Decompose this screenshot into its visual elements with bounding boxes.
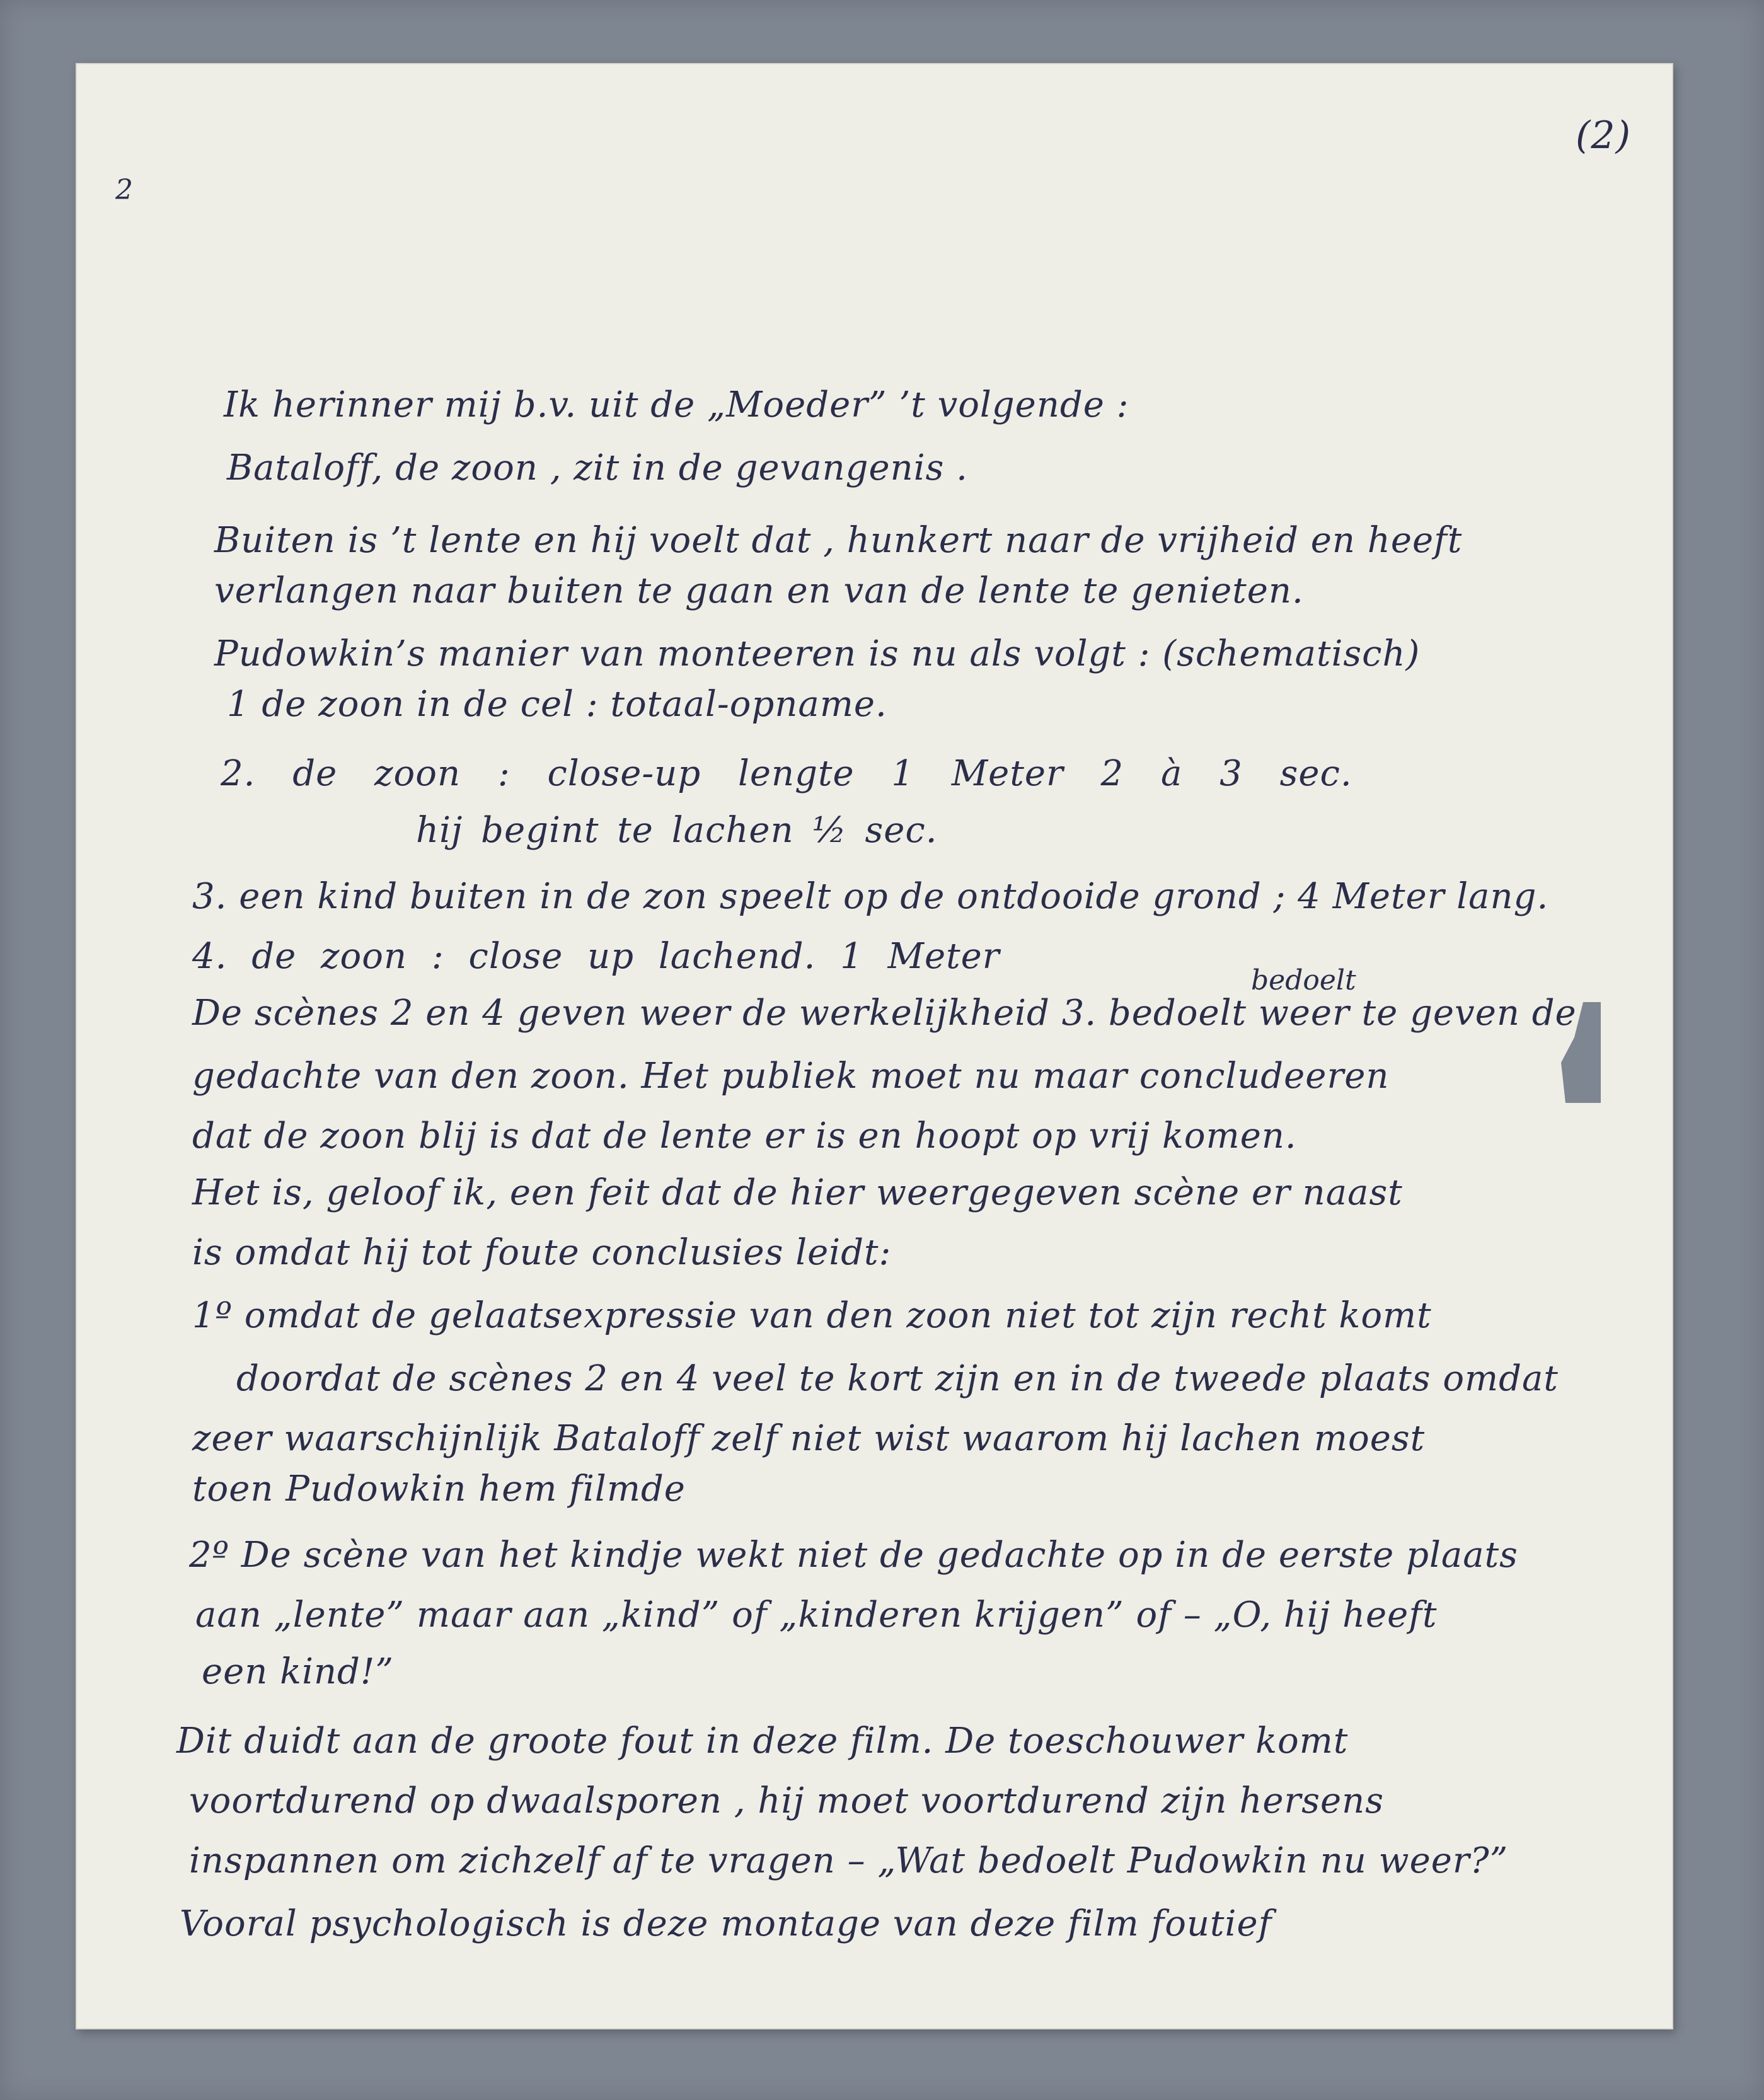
text-line-17: doordat de scènes 2 en 4 veel te kort zijn en in de tweede plaats omdat [236, 1358, 1559, 1399]
text-line-1: Ik herinner mij b.v. uit de „Moeder” ’t volgende : [224, 384, 1129, 425]
text-line-11: De scènes 2 en 4 geven weer de werkelijkheid 3. bedoelt weer te geven de [192, 993, 1577, 1034]
insertion-bedoelt: bedoelt [1251, 964, 1356, 996]
text-line-9: 3. een kind buiten in de zon speelt op de ontdooide grond ; 4 Meter lang. [192, 876, 1549, 917]
text-line-22: een kind!” [202, 1651, 395, 1692]
text-line-16: 1º omdat de gelaatsexpressie van den zoon niet tot zijn recht komt [192, 1295, 1432, 1336]
text-line-19: toen Pudowkin hem filmde [192, 1468, 686, 1509]
text-line-7: 2. de zoon : close-up lengte 1 Meter 2 à 3 sec. [221, 753, 1352, 794]
text-line-10: 4. de zoon : close up lachend. 1 Meter [192, 936, 1000, 977]
text-line-21: aan „lente” maar aan „kind” of „kinderen krijgen” of – „O, hij heeft [195, 1595, 1438, 1636]
text-line-12: gedachte van den zoon. Het publiek moet nu maar concludeeren [192, 1056, 1390, 1097]
text-line-4: verlangen naar buiten te gaan en van de lente te genieten. [214, 570, 1304, 611]
text-line-8: hij begint te lachen ½ sec. [416, 810, 938, 851]
text-line-26: Vooral psychologisch is deze montage van deze film foutief [180, 1903, 1272, 1944]
text-line-24: voortdurend op dwaalsporen , hij moet voortdurend zijn hersens [189, 1780, 1384, 1821]
margin-page-number: 2 [115, 174, 134, 206]
text-line-18: zeer waarschijnlijk Bataloff zelf niet wist waarom hij lachen moest [192, 1418, 1426, 1459]
text-line-25: inspannen om zichzelf af te vragen – „Wat bedoelt Pudowkin nu weer?” [189, 1840, 1509, 1881]
text-line-20: 2º De scène van het kindje wekt niet de gedachte op in de eerste plaats [189, 1535, 1518, 1576]
page-corner-number: (2) [1576, 113, 1631, 158]
text-line-13: dat de zoon blij is dat de lente er is en hoopt op vrij komen. [192, 1116, 1297, 1157]
text-line-14: Het is, geloof ik, een feit dat de hier weergegeven scène er naast [192, 1172, 1403, 1213]
text-line-23: Dit duidt aan de groote fout in deze film. De toeschouwer komt [176, 1721, 1349, 1762]
text-line-5: Pudowkin’s manier van monteeren is nu als volgt : (schematisch) [214, 633, 1421, 674]
text-line-6: 1 de zoon in de cel : totaal-opname. [227, 684, 887, 725]
text-line-3: Buiten is ’t lente en hij voelt dat , hunkert naar de vrijheid en heeft [214, 520, 1463, 561]
text-line-15: is omdat hij tot foute conclusies leidt: [192, 1232, 892, 1273]
text-line-2: Bataloff, de zoon , zit in de gevangenis . [227, 447, 968, 488]
